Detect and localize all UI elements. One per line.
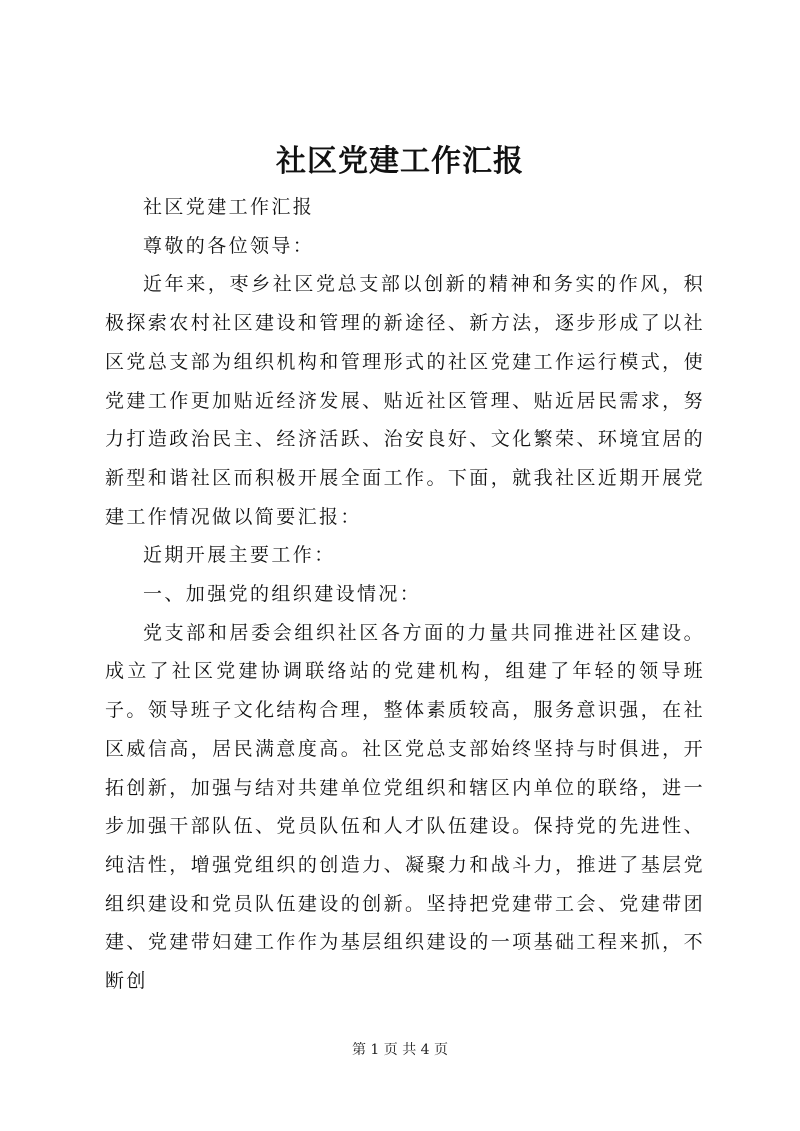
paragraph-subtitle: 社区党建工作汇报: [143, 196, 315, 218]
paragraph-section-heading: 近期开展主要工作：: [143, 544, 336, 567]
paragraph-subsection-heading: 一、加强党的组织建设情况：: [143, 583, 422, 606]
document-title: 社区党建工作汇报: [276, 144, 524, 179]
document-body: [105, 188, 705, 1001]
paragraph-organization-building: 党支部和居委会组织社区各方面的力量共同推进社区建设。成立了社区党建协调联络站的党建机构，组建了年轻的领导班子。领导班子文化结构合理，整体素质较高，服务意识强，在社区威信高，居民满意度高。社区党总支部始终坚持与时俱进，开拓创新，加强与结对共建单位党组织和辖区内单位的联络，进一步加强干部队伍、党员队伍和人才队伍建设。保持党的先进性、纯洁性，增强党组织的创造力、凝聚力和战斗力，推进了基层党组织建设和党员队伍建设的创新。坚持把党建带工会、党建带团建、党建带妇建工作作为基层组织建设的一项基础工程来抓，不断创: [105, 621, 705, 993]
paragraph-salutation: 尊敬的各位领导：: [143, 234, 315, 257]
paragraph-introduction: 近年来，枣乡社区党总支部以创新的精神和务实的作风，积极探索农村社区建设和管理的新途径、新方法，逐步形成了以社区党总支部为组织机构和管理形式的社区党建工作运行模式，使党建工作更加贴近经济发展、贴近社区管理、贴近居民需求，努力打造政治民主、经济活跃、治安良好、文化繁荣、环境宜居的新型和谐社区而积极开展全面工作。下面，就我社区近期开展党建工作情况做以简要汇报：: [105, 273, 705, 528]
page-number-footer: 第 1 页 共 4 页: [351, 1042, 449, 1058]
